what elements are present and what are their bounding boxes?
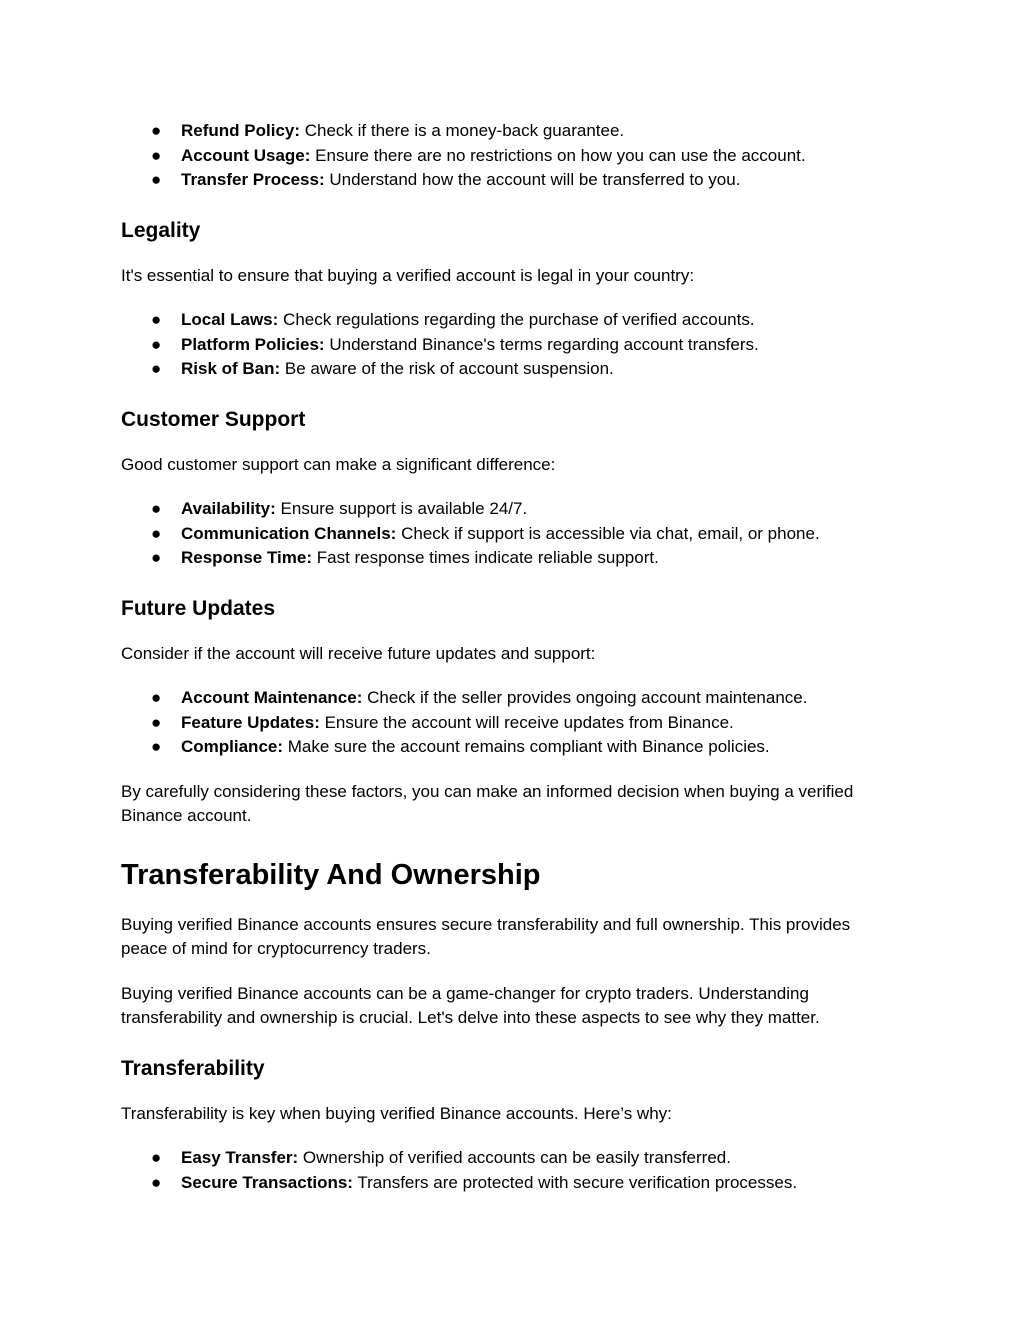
list-item	[121, 546, 901, 571]
bullet-icon: ●	[151, 737, 162, 756]
list-item-text: Ensure there are no restrictions on how you can use the account.	[310, 145, 806, 165]
list-item-text: Understand Binance's terms regarding account transfers.	[324, 334, 759, 354]
list-item-term: Easy Transfer:	[181, 1148, 299, 1167]
list-item	[121, 735, 901, 760]
list-item	[121, 686, 901, 711]
ownership-heading: Transferability And Ownership	[121, 858, 541, 891]
bullet-icon: ●	[151, 359, 162, 378]
list-item-term: Refund Policy:	[181, 121, 301, 140]
bullet-icon: ●	[151, 499, 162, 518]
list-item-term: Secure Transactions:	[181, 1172, 353, 1192]
bullet-icon: ●	[151, 523, 162, 543]
list-item-text: Fast response times indicate reliable support.	[312, 548, 659, 567]
ownership-paragraph-2: Buying verified Binance accounts can be a game-changer for crypto traders. Understanding transferability and ownership is crucial. Let's delve into these aspects to see why they matter.	[121, 983, 820, 1027]
transferability-heading: Transferability	[121, 1056, 265, 1080]
list-item-term: Local Laws:	[181, 310, 279, 329]
transferability-list	[121, 1146, 901, 1195]
support-heading: Customer Support	[121, 407, 306, 431]
list-item-term: Account Maintenance:	[181, 688, 363, 707]
bullet-icon: ●	[151, 145, 162, 165]
updates-conclusion: By carefully considering these factors, you can make an informed decision when buying a verified Binance account.	[121, 781, 854, 825]
list-item-text: Ensure the account will receive updates from Binance.	[319, 712, 734, 732]
legality-intro: It's essential to ensure that buying a verified account is legal in your country:	[121, 265, 695, 285]
bullet-icon: ●	[151, 688, 162, 707]
list-item	[121, 497, 901, 522]
ownership-paragraph-1: Buying verified Binance accounts ensures secure transferability and full ownership. This provides peace of mind for cryptocurrency traders.	[121, 914, 851, 958]
list-item-text: Transfers are protected with secure verification processes.	[352, 1172, 798, 1192]
updates-list	[121, 686, 901, 760]
bullet-icon: ●	[151, 334, 162, 354]
updates-intro: Consider if the account will receive future updates and support:	[121, 643, 596, 663]
list-item-text: Understand how the account will be transferred to you.	[324, 170, 741, 189]
list-item-text: Ownership of verified accounts can be easily transferred.	[298, 1148, 731, 1167]
bullet-icon: ●	[151, 170, 162, 189]
list-item-term: Platform Policies:	[181, 334, 325, 354]
list-item	[121, 1146, 901, 1171]
list-item	[121, 308, 901, 333]
updates-heading: Future Updates	[121, 596, 276, 620]
bullet-icon: ●	[151, 121, 162, 140]
list-item	[121, 119, 901, 144]
legality-list	[121, 308, 901, 382]
support-intro: Good customer support can make a significant difference:	[121, 454, 556, 474]
bullet-icon: ●	[151, 1148, 162, 1167]
list-item-term: Transfer Process:	[181, 170, 325, 189]
list-item-text: Check regulations regarding the purchase of verified accounts.	[278, 310, 755, 329]
list-item-term: Response Time:	[181, 548, 313, 567]
refund-list	[121, 119, 901, 193]
list-item-term: Feature Updates:	[181, 712, 320, 732]
bullet-icon: ●	[151, 1172, 162, 1192]
list-item-text: Make sure the account remains compliant with Binance policies.	[283, 737, 770, 756]
document-page	[121, 119, 901, 1195]
list-item-text: Check if support is accessible via chat, email, or phone.	[396, 523, 820, 543]
list-item-term: Account Usage:	[181, 145, 311, 165]
list-item-text: Check if there is a money-back guarantee.	[300, 121, 625, 140]
list-item-term: Risk of Ban:	[181, 359, 281, 378]
list-item-text: Be aware of the risk of account suspension.	[280, 359, 614, 378]
list-item	[121, 522, 901, 547]
list-item-text: Ensure support is available 24/7.	[275, 499, 528, 518]
list-item	[121, 711, 901, 736]
list-item	[121, 1171, 901, 1196]
list-item	[121, 144, 901, 169]
list-item-term: Communication Channels:	[181, 523, 397, 543]
list-item	[121, 333, 901, 358]
legality-heading: Legality	[121, 218, 201, 242]
list-item	[121, 168, 901, 193]
list-item-term: Compliance:	[181, 737, 284, 756]
transferability-intro: Transferability is key when buying verified Binance accounts. Here’s why:	[121, 1103, 672, 1123]
bullet-icon: ●	[151, 712, 162, 732]
list-item	[121, 357, 901, 382]
list-item-term: Availability:	[181, 499, 276, 518]
support-list	[121, 497, 901, 571]
bullet-icon: ●	[151, 310, 162, 329]
list-item-text: Check if the seller provides ongoing account maintenance.	[362, 688, 808, 707]
bullet-icon: ●	[151, 548, 162, 567]
